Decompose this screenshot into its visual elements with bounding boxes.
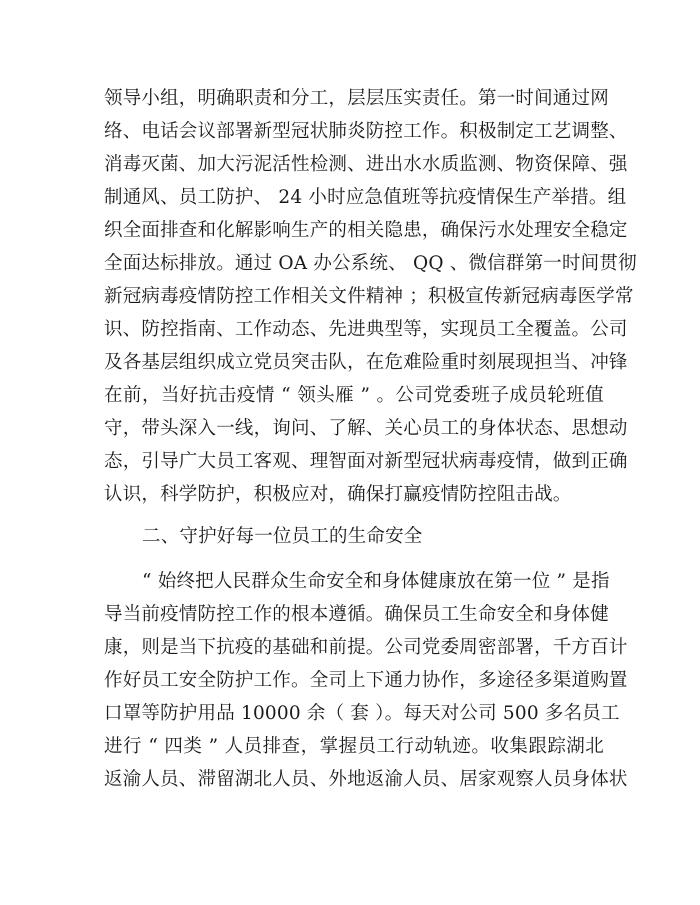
paragraph-2-line-5: 口罩等防护用品 10000 余（ 套 ）。每天对公司 500 多名员工	[104, 703, 620, 724]
paragraph-1-line-6: 全面达标排放。通过 OA 办公系统、 QQ 、微信群第一时间贯彻	[104, 253, 637, 274]
paragraph-2-line-4: 作好员工安全防护工作。全司上下通力协作，多途径多渠道购置	[104, 670, 628, 691]
paragraph-2-line-2: 导当前疫情防控工作的根本遵循。确保员工生命安全和身体健	[104, 604, 609, 625]
paragraph-1-line-4: 制通风、员工防护、 24 小时应急值班等抗疫情保生产举措。组	[104, 187, 627, 208]
paragraph-1-line-9: 及各基层组织成立党员突击队，在危难险重时刻展现担当、冲锋	[104, 352, 628, 373]
paragraph-1-line-13: 认识，科学防护，积极应对，确保打赢疫情防控阻击战。	[104, 484, 572, 505]
paragraph-2-line-6: 进行 “ 四类 ” 人员排查，掌握员工行动轨迹。收集跟踪湖北	[104, 736, 604, 757]
paragraph-1-line-8: 识、防控指南、工作动态、先进典型等，实现员工全覆盖。公司	[104, 319, 628, 340]
paragraph-1-line-10: 在前，当好抗击疫情 “ 领头雁 ” 。公司党委班子成员轮班值	[104, 385, 604, 406]
paragraph-2-line-3: 康，则是当下抗疫的基础和前提。公司党委周密部署，千方百计	[104, 637, 628, 658]
paragraph-2-line-1: “ 始终把人民群众生命安全和身体健康放在第一位 ” 是指	[142, 571, 610, 592]
paragraph-1-line-2: 络、电话会议部署新型冠状肺炎防控工作。积极制定工艺调整、	[104, 121, 628, 142]
paragraph-2-line-7: 返渝人员、滞留湖北人员、外地返渝人员、居家观察人员身体状	[104, 769, 628, 790]
paragraph-1-line-3: 消毒灭菌、加大污泥活性检测、进出水水质监测、物资保障、强	[104, 154, 628, 175]
paragraph-1-line-5: 织全面排查和化解影响生产的相关隐患，确保污水处理安全稳定	[104, 220, 628, 241]
section-heading: 二、守护好每一位员工的生命安全	[142, 526, 423, 547]
paragraph-1-line-12: 态，引导广大员工客观、理智面对新型冠状病毒疫情，做到正确	[104, 451, 628, 472]
paragraph-1-line-7: 新冠病毒疫情防控工作相关文件精神 ；积极宣传新冠病毒医学常	[104, 286, 634, 307]
paragraph-1-line-11: 守，带头深入一线，询问、了解、关心员工的身体状态、思想动	[104, 418, 628, 439]
paragraph-1-line-1: 领导小组，明确职责和分工，层层压实责任。第一时间通过网	[104, 88, 609, 109]
